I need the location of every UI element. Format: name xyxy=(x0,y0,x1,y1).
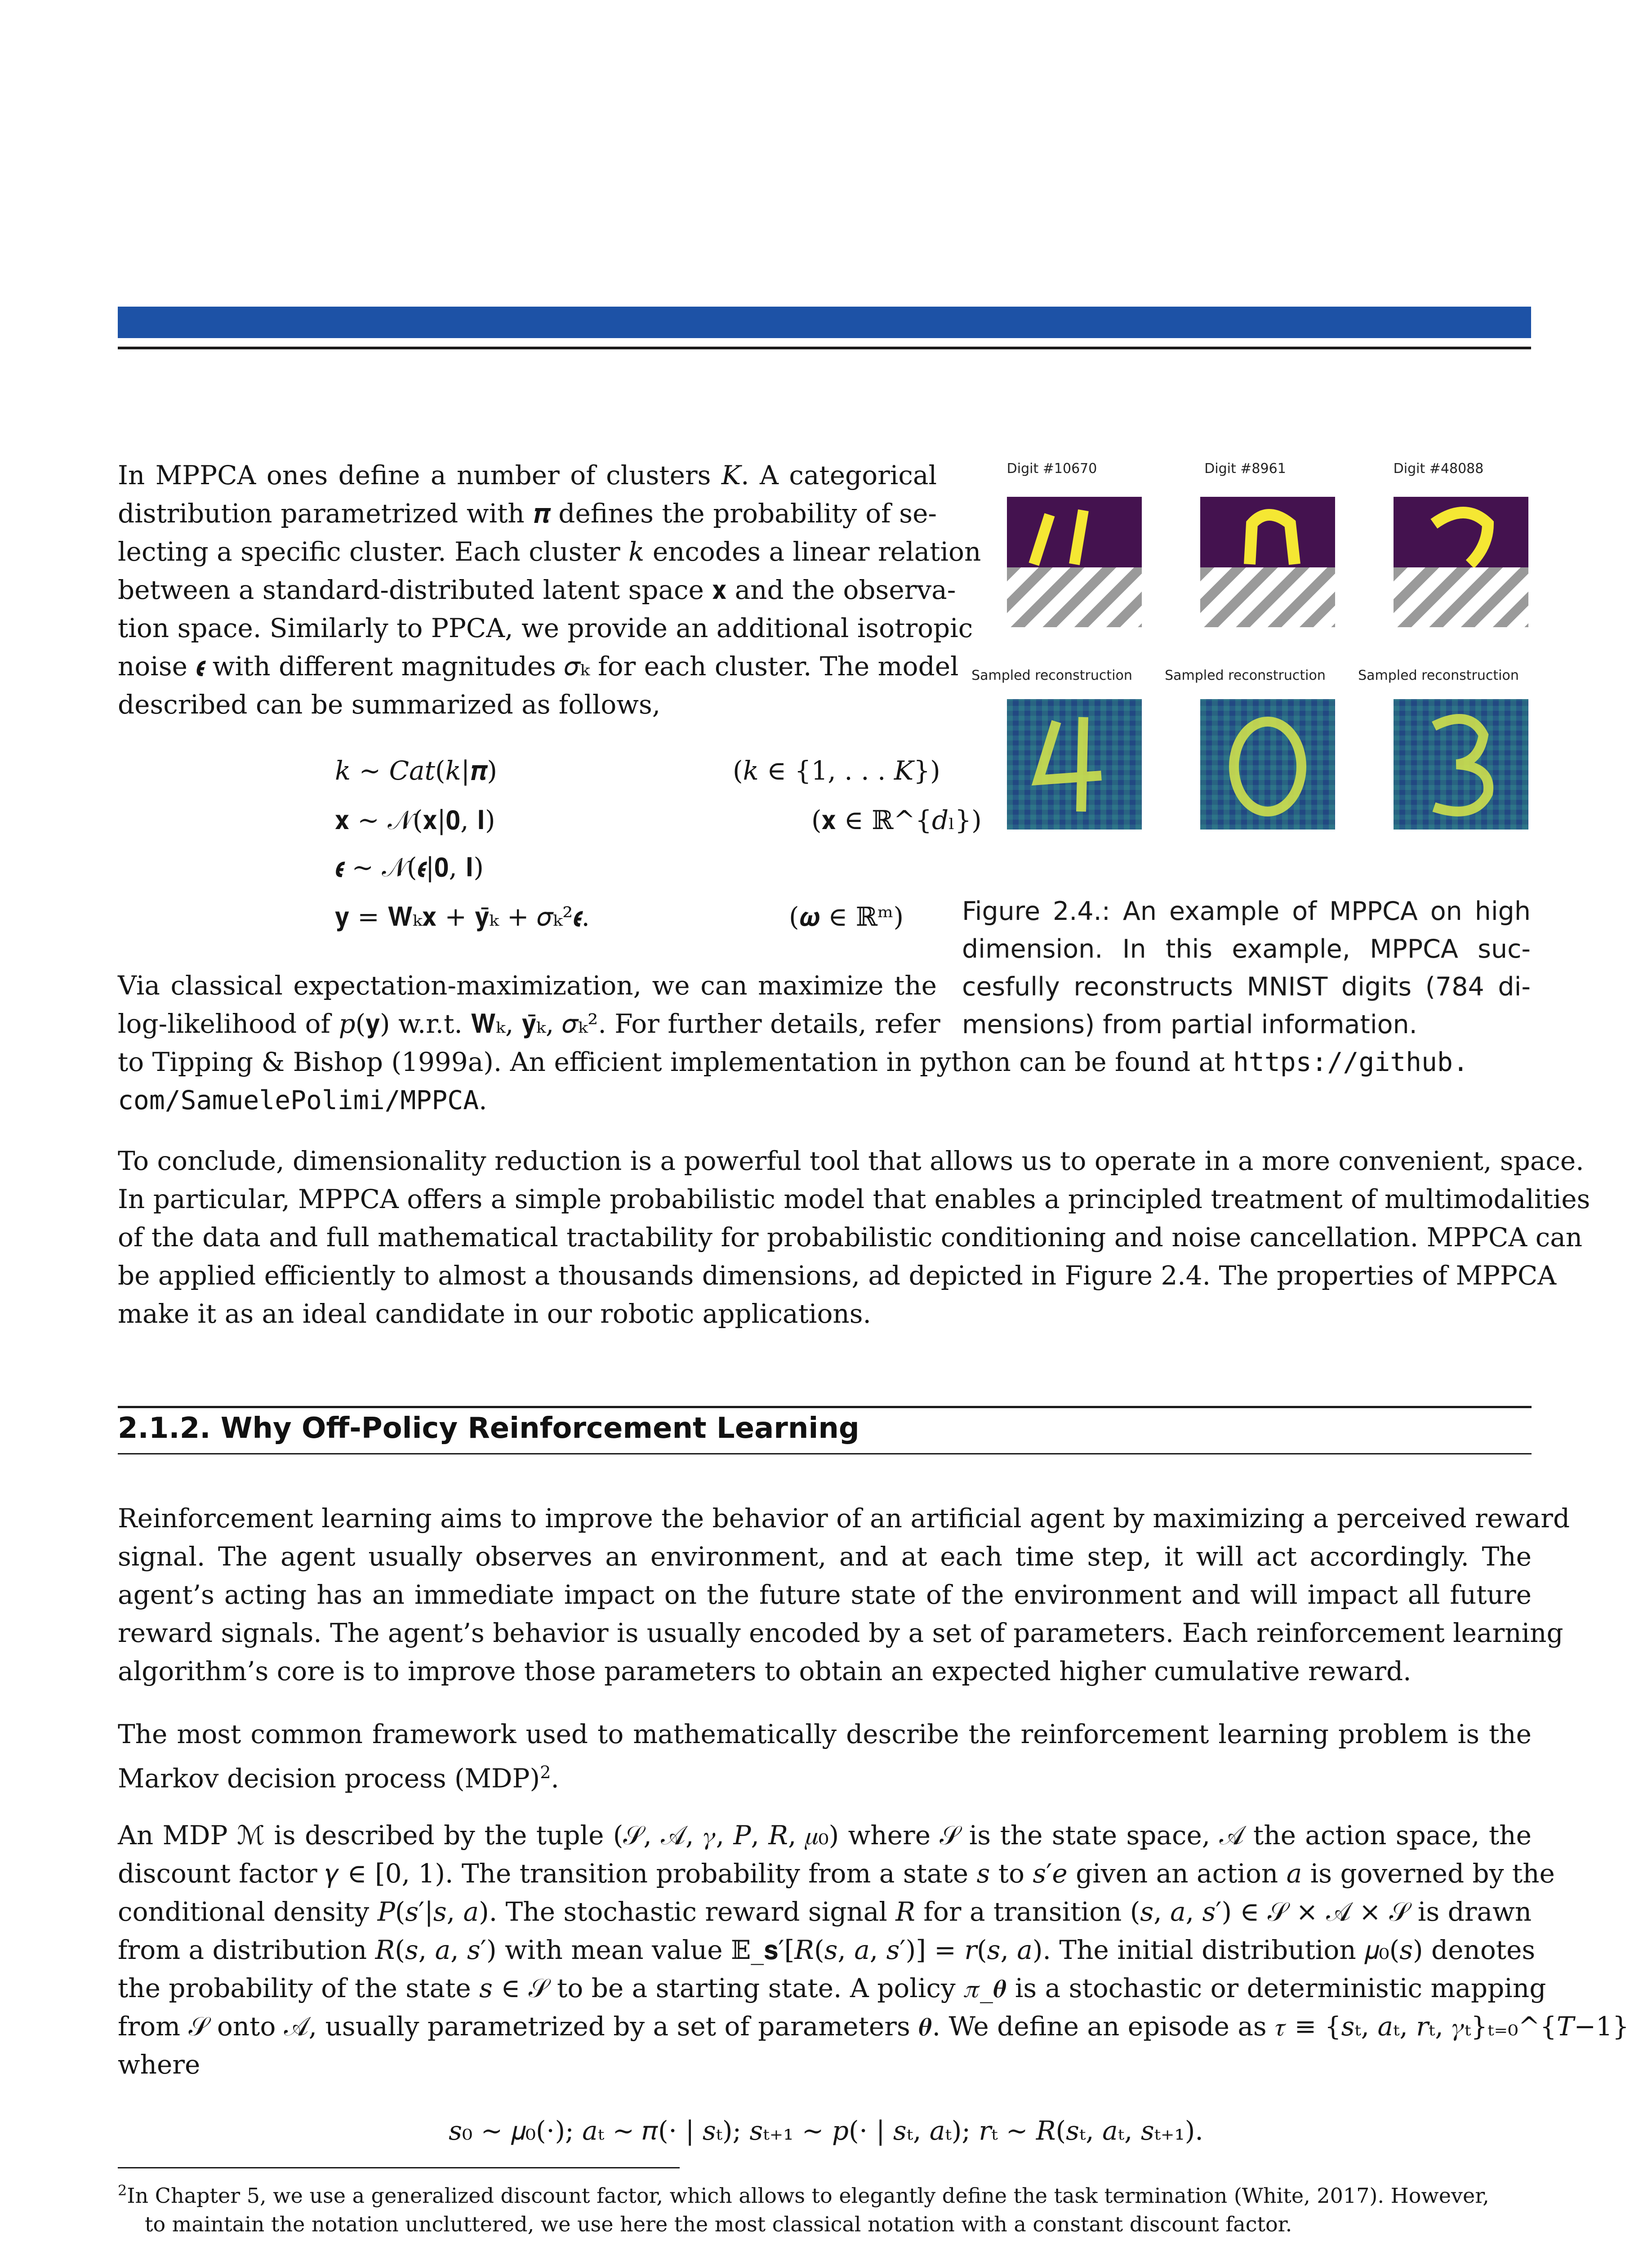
header-band xyxy=(118,307,1531,338)
partial-digit-image xyxy=(1394,497,1528,627)
mdp-line: conditional density 𝑃(𝑠′|𝑠, 𝑎). The stochastic reward signal 𝑅 for a transition (𝑠, 𝑎, 𝑠′) ∈ 𝒮 × 𝒜 × 𝒮 is drawn xyxy=(118,1896,1532,1927)
mdp-line: where xyxy=(118,2049,200,2080)
rl-line: signal. The agent usually observes an environment, and at each time step, it will act accordingly. The xyxy=(118,1541,1532,1572)
figure-caption xyxy=(962,892,1531,1044)
intro-line: described can be summarized as follows, xyxy=(118,689,661,720)
mdp-intro-line: Markov decision process (MDP) xyxy=(118,1763,540,1794)
conclusion-line: make it as an ideal candidate in our robotic applications. xyxy=(118,1298,871,1329)
footnote-mark: 2 xyxy=(118,2182,127,2199)
footnote-reference[interactable]: 2 xyxy=(540,1762,551,1782)
intro-line: In MPPCA ones define a number of clusters 𝐾. A categorical xyxy=(118,460,937,491)
intro-line: lecting a specific cluster. Each cluster 𝑘 encodes a linear relation xyxy=(118,536,981,567)
rl-intro-paragraph xyxy=(118,1499,1570,1690)
digit-title: Digit #8961 xyxy=(1204,461,1286,477)
rl-line: reward signals. The agent’s behavior is usually encoded by a set of parameters. Each reinforcement learning xyxy=(118,1618,1563,1648)
equation-3-lhs: 𝝐 ∼ 𝒩(𝝐|𝟎, 𝐈) xyxy=(335,852,484,883)
section-rule-top xyxy=(118,1406,1532,1408)
mdp-line: from 𝒮 onto 𝒜, usually parametrized by a set of parameters 𝜽. We define an episode as 𝜏 ≡ {𝑠ₜ, 𝑎ₜ, 𝑟ₜ, 𝛾ₜ}ₜ₌₀^{𝑇−1} xyxy=(118,2011,1629,2042)
reconstruction-image xyxy=(1200,699,1335,830)
mdp-line: the probability of the state 𝑠 ∈ 𝒮 to be a starting state. A policy 𝜋_𝜽 is a stochastic or deterministic mapping xyxy=(118,1973,1546,2003)
footnote-line: In Chapter 5, we use a generalized discount factor, which allows to elegantly define the task termination (White, 2017). However, xyxy=(127,2183,1489,2208)
reconstruction-label: Sampled reconstruction xyxy=(1358,668,1519,683)
github-url-link[interactable]: https://github. xyxy=(1233,1047,1469,1077)
header-rule xyxy=(118,347,1531,349)
em-line-text: to Tipping & Bishop (1999a). An efficient implementation in python can be found at xyxy=(118,1047,1233,1077)
rl-line: Reinforcement learning aims to improve the behavior of an artificial agent by maximizing a perceived reward xyxy=(118,1503,1570,1534)
rl-line: agent’s acting has an immediate impact on the future state of the environment and will impact all future xyxy=(118,1579,1532,1610)
reconstruction-label: Sampled reconstruction xyxy=(1165,668,1326,683)
mdp-intro-line: The most common framework used to mathematically describe the reinforcement learning problem is the xyxy=(118,1719,1532,1749)
conclusion-line: of the data and full mathematical tractability for probabilistic conditioning and noise cancellation. MPPCA can xyxy=(118,1222,1583,1253)
equation-1-condition: (𝑘 ∈ {1, . . . 𝐾}) xyxy=(733,755,940,786)
conclusion-line: be applied efficiently to almost a thousands dimensions, ad depicted in Figure 2.4. The properties of MPPCA xyxy=(118,1260,1557,1291)
rl-line: algorithm’s core is to improve those parameters to obtain an expected higher cumulative reward. xyxy=(118,1656,1412,1686)
partial-digit-image xyxy=(1200,497,1335,627)
mdp-intro-line-end: . xyxy=(551,1763,559,1794)
digit-title: Digit #10670 xyxy=(1006,461,1097,477)
footnote xyxy=(118,2176,1532,2239)
reconstruction-image xyxy=(1394,699,1528,830)
em-paragraph xyxy=(118,967,940,1043)
em-line: Via classical expectation-maximization, we can maximize the xyxy=(118,970,937,1001)
equation-2-lhs: 𝐱 ∼ 𝒩(𝐱|𝟎, 𝐈) xyxy=(335,805,495,835)
mdp-line: from a distribution 𝑅(𝑠, 𝑎, 𝑠′) with mean value 𝔼_𝐬′[𝑅(𝑠, 𝑎, 𝑠′)] = 𝑟(𝑠, 𝑎). The initial distribution 𝜇₀(𝑠) denotes xyxy=(118,1935,1536,1965)
em-line-end: . xyxy=(479,1085,487,1115)
intro-line: tion space. Similarly to PPCA, we provide an additional isotropic xyxy=(118,613,973,643)
conclusion-line: To conclude, dimensionality reduction is a powerful tool that allows us to operate in a more convenient, space. xyxy=(118,1146,1584,1176)
conclusion-paragraph xyxy=(118,1142,1590,1333)
mdp-definition-paragraph xyxy=(118,1816,1629,2084)
intro-paragraph xyxy=(118,456,981,724)
equation-4-condition: (𝝎 ∈ ℝᵐ) xyxy=(789,901,904,932)
caption-line: Figure 2.4.: An example of MPPCA on high xyxy=(962,897,1531,926)
github-url-link-continued[interactable]: com/SamuelePolimi/MPPCA xyxy=(118,1085,479,1115)
footnote-rule xyxy=(118,2167,680,2168)
footnote-line: to maintain the notation uncluttered, we use here the most classical notation with a constant discount factor. xyxy=(145,2212,1292,2237)
intro-line: distribution parametrized with 𝝅 defines the probability of se- xyxy=(118,498,937,529)
digit-title: Digit #48088 xyxy=(1393,461,1484,477)
reconstruction-image xyxy=(1007,699,1142,830)
equation-1-lhs: 𝑘 ∼ 𝐶𝑎𝑡(𝑘|𝝅) xyxy=(335,755,497,786)
caption-line: mensions) from partial information. xyxy=(962,1010,1417,1039)
em-paragraph-continued xyxy=(118,1043,1534,1120)
equation-4-lhs: 𝐲 = 𝐖ₖ𝐱 + 𝐲̄ₖ + 𝜎ₖ²𝝐. xyxy=(335,901,590,932)
intro-line: noise 𝝐 with different magnitudes 𝜎ₖ for each cluster. The model xyxy=(118,651,959,682)
caption-line: dimension. In this example, MPPCA suc- xyxy=(962,934,1531,964)
reconstruction-label: Sampled reconstruction xyxy=(971,668,1132,683)
em-line: log-likelihood of 𝑝(𝐲) w.r.t. 𝐖ₖ, 𝐲̄ₖ, 𝜎ₖ². For further details, refer xyxy=(118,1008,940,1039)
mdp-line: An MDP ℳ is described by the tuple (𝒮, 𝒜, 𝛾, 𝑃, 𝑅, 𝜇₀) where 𝒮 is the state space, 𝒜 the action space, the xyxy=(118,1820,1532,1851)
section-rule-bottom xyxy=(118,1453,1532,1454)
conclusion-line: In particular, MPPCA offers a simple probabilistic model that enables a principled treatment of multimodalities xyxy=(118,1184,1590,1214)
equation-2-condition: (𝐱 ∈ ℝ^{𝑑ₗ}) xyxy=(811,805,982,835)
mdp-intro-paragraph xyxy=(118,1715,1532,1798)
intro-line: between a standard-distributed latent space 𝐱 and the observa- xyxy=(118,575,956,605)
mdp-line: discount factor 𝛾 ∈ [0, 1). The transition probability from a state 𝑠 to 𝑠′𝑒 given an action 𝑎 is governed by the xyxy=(118,1858,1555,1889)
caption-line: cesfully reconstructs MNIST digits (784 di- xyxy=(962,972,1531,1002)
partial-digit-image xyxy=(1007,497,1142,627)
episode-equation: 𝑠₀ ∼ 𝜇₀(⋅); 𝑎ₜ ∼ 𝜋(⋅ | 𝑠ₜ); 𝑠ₜ₊₁ ∼ 𝑝(⋅ | 𝑠ₜ, 𝑎ₜ); 𝑟ₜ ∼ 𝑅(𝑠ₜ, 𝑎ₜ, 𝑠ₜ₊₁). xyxy=(449,2115,1203,2146)
section-title: 2.1.2. Why Off-Policy Reinforcement Learning xyxy=(118,1412,859,1445)
